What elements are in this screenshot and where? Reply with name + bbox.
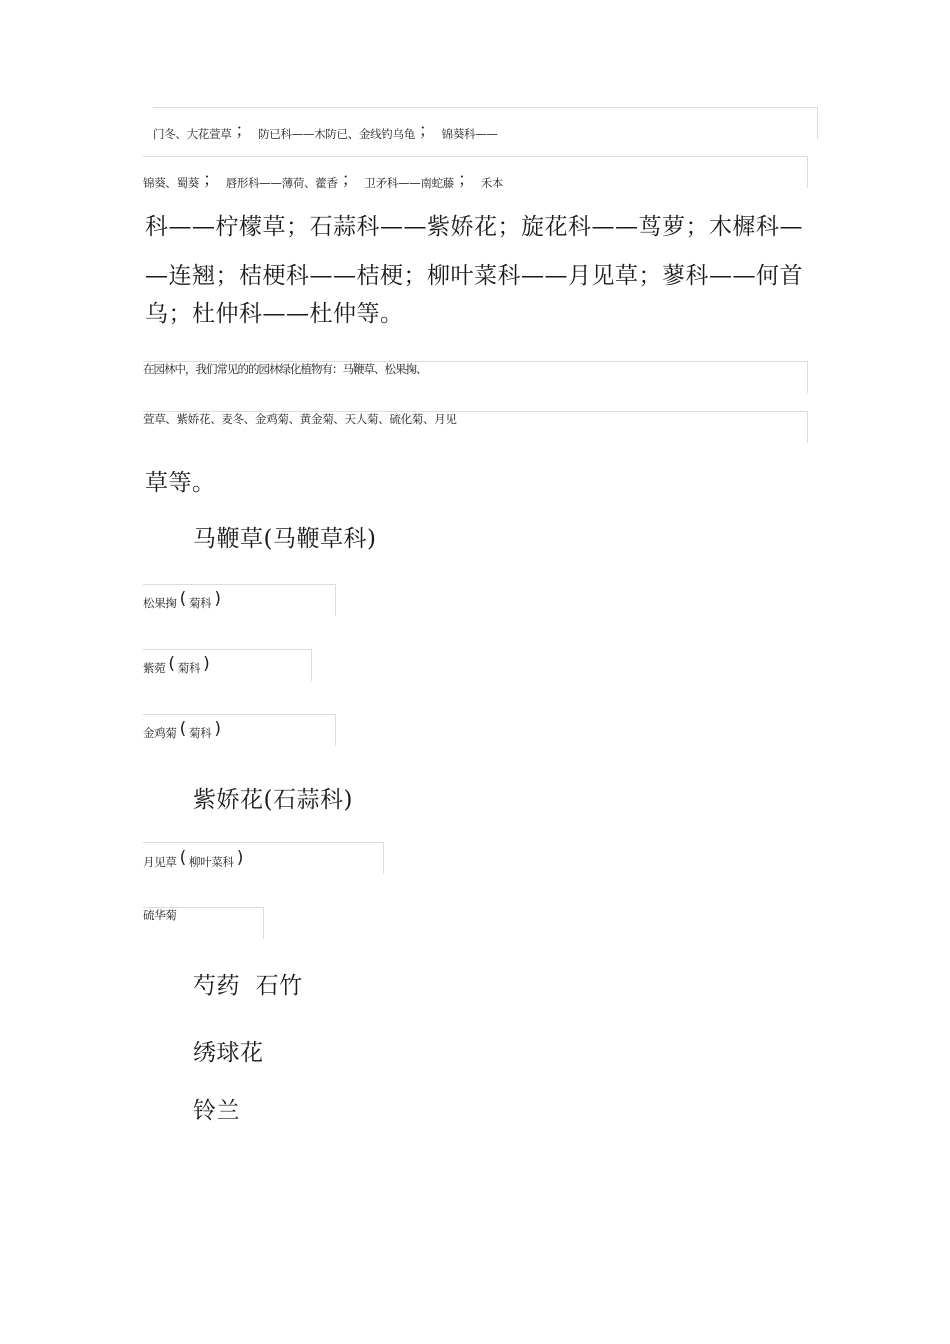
sentence-line-2: 萱草、紫娇花、麦冬、金鸡菊、黄金菊、天人菊、硫化菊、月见: [143, 412, 457, 426]
line1-part-b: 防已科——木防已、金线钓乌龟: [258, 127, 415, 141]
paragraph-line-2: —连翘；桔梗科——桔梗；柳叶菜科——月见草；蓼科——何首: [145, 263, 803, 289]
paragraph-line-3: 乌；杜仲科——杜仲等。: [145, 301, 404, 327]
paragraph-line-1: 科——柠檬草；石蒜科——紫娇花；旋花科——茑萝；木樨科—: [145, 214, 803, 240]
item-ziyuan: [143, 654, 213, 677]
item-family: 菊科: [188, 726, 212, 740]
paren-close: ): [203, 654, 210, 674]
line1-part-c: 锦葵科——: [441, 127, 498, 141]
item-songguo: [143, 589, 224, 612]
semicolon: ；: [203, 170, 220, 190]
item-mabiancao: 马鞭草(马鞭草科): [193, 526, 377, 552]
semicolon: ；: [418, 121, 436, 141]
paren-open: (: [179, 589, 186, 609]
item-family: 柳叶菜科: [188, 855, 234, 869]
line2-part-a: 锦葵、蜀葵: [143, 176, 199, 190]
item-liuhuaju: 硫华菊: [143, 908, 177, 922]
item-name: 金鸡菊: [143, 726, 177, 740]
line2-part-c: 卫矛科——南蛇藤: [364, 176, 455, 190]
line2-part-d: 禾本: [480, 176, 504, 190]
paren-close: ): [214, 589, 221, 609]
paren-open: (: [179, 719, 186, 739]
text-line-2: [143, 167, 503, 192]
item-linglan: 铃兰: [193, 1098, 240, 1124]
sentence-line-1: 在园林中，我们常见的的园林绿化植物有：马鞭草、松果掬、: [143, 362, 427, 376]
item-xiuqiuhua: 绣球花: [193, 1040, 264, 1066]
line2-part-b: 唇形科——薄荷、藿香: [225, 176, 338, 190]
paren-close: ): [236, 848, 244, 868]
semicolon: ；: [235, 121, 253, 141]
text-line-1: [153, 118, 498, 143]
item-name: 松果掬: [143, 596, 177, 610]
line1-part-a: 门冬、大花萱草: [153, 127, 232, 141]
item-yuejiancao: [143, 848, 246, 871]
paren-open: (: [168, 654, 175, 674]
item-zijiaohua: 紫娇花(石蒜科): [193, 787, 353, 813]
semicolon: ；: [341, 170, 359, 190]
paren-open: (: [179, 848, 186, 868]
item-jinjiju: [143, 719, 224, 742]
item-shaoyao: 芍药 石竹: [193, 973, 303, 999]
item-name: 紫菀: [143, 661, 166, 675]
semicolon: ；: [458, 170, 475, 190]
item-family: 菊科: [188, 596, 212, 610]
paren-close: ): [214, 719, 221, 739]
item-family: 菊科: [177, 661, 201, 675]
paragraph-line-4: 草等。: [145, 470, 216, 496]
item-name: 月见草: [143, 855, 177, 869]
